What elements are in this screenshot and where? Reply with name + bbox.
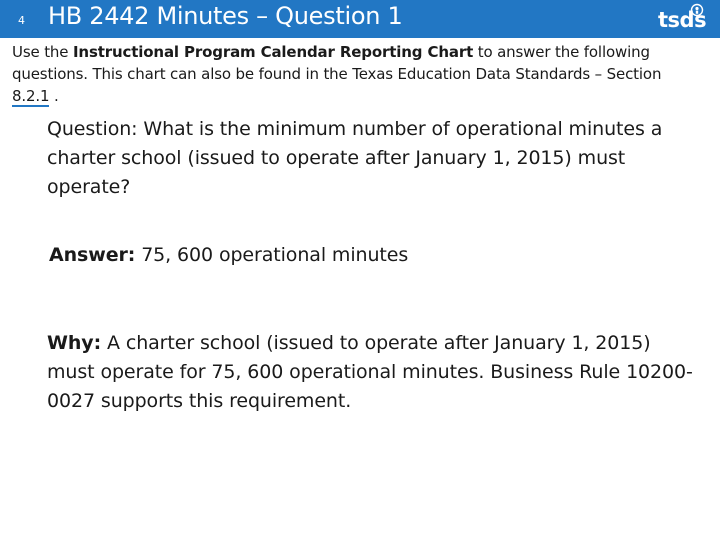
question-block: [47, 115, 697, 202]
answer-label: Answer:: [49, 244, 136, 266]
section-link[interactable]: 8.2.1: [12, 87, 50, 105]
header-bar: [0, 0, 720, 38]
chart-name: Instructional Program Calendar Reporting Chart: [72, 43, 474, 61]
question-label: Question:: [47, 118, 138, 140]
answer-block: [49, 241, 699, 270]
why-text: A charter school (issued to operate after January 1, 2015) must operate for 75, 600 operational minutes. Business Rule 10200-0027 supports this requirement.: [47, 332, 693, 412]
logo-text: tsds: [658, 8, 707, 32]
intro-paragraph: [12, 41, 702, 107]
intro-text-1: Use the: [12, 43, 73, 61]
slide-title: HB 2442 Minutes – Question 1: [48, 2, 403, 30]
intro-text-2: to answer the following questions. This chart can also be found in the Texas Education Data Standards – Section: [12, 43, 662, 83]
question-text: What is the minimum number of operational minutes a charter school (issued to operate after January 1, 2015) must operate?: [47, 118, 663, 198]
tsds-logo: [658, 0, 706, 36]
intro-text-3: .: [49, 87, 59, 105]
why-block: [47, 329, 697, 416]
slide-number: 4: [18, 14, 25, 27]
why-label: Why:: [47, 332, 102, 354]
answer-text: 75, 600 operational minutes: [135, 244, 409, 266]
